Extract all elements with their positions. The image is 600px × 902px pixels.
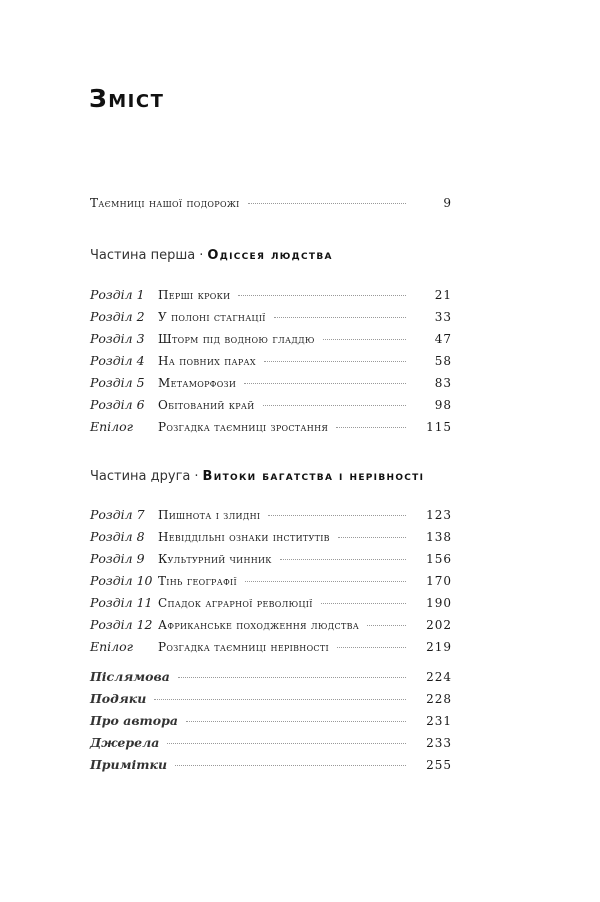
dot-leader <box>186 721 406 722</box>
entry-title: Подяки <box>90 691 147 706</box>
chapter-label: Розділ 1 <box>90 287 145 302</box>
entry-title: Таємниці нашої подорожі <box>90 196 240 210</box>
entry-title: На повних парах <box>158 354 256 368</box>
dot-leader <box>337 647 406 648</box>
entry-title: Метаморфози <box>158 376 237 390</box>
part-heading-2 <box>90 469 424 484</box>
epilogue-label: Епілог <box>90 419 133 434</box>
chapter-label: Розділ 12 <box>90 617 153 632</box>
page-number: 190 <box>426 596 452 610</box>
dot-leader <box>280 559 406 560</box>
dot-leader <box>338 537 406 538</box>
chapter-label: Розділ 10 <box>90 573 153 588</box>
entry-title: Пишнота і злидні <box>158 508 261 522</box>
separator: · <box>199 248 204 263</box>
page-number: 115 <box>426 420 452 434</box>
page-number: 255 <box>426 758 452 772</box>
page-number: 47 <box>434 332 452 346</box>
toc-entry[interactable] <box>90 639 452 659</box>
dot-leader <box>175 765 406 766</box>
dot-leader <box>321 603 406 604</box>
separator: · <box>194 469 199 484</box>
chapter-label: Розділ 9 <box>90 551 145 566</box>
entry-title: Про автора <box>90 713 178 728</box>
page-number: 233 <box>426 736 452 750</box>
dot-leader <box>178 677 406 678</box>
toc-entry-back-matter[interactable] <box>90 713 452 733</box>
page-number: 219 <box>426 640 452 654</box>
dot-leader <box>268 515 406 516</box>
toc-entry[interactable] <box>90 309 452 329</box>
entry-title: Невіддільні ознаки інститутів <box>158 530 330 544</box>
page-title: Зміст <box>89 84 165 113</box>
dot-leader <box>244 383 406 384</box>
toc-entry[interactable] <box>90 397 452 417</box>
toc-entry-back-matter[interactable] <box>90 691 452 711</box>
toc-entry[interactable] <box>90 529 452 549</box>
dot-leader <box>264 361 406 362</box>
toc-entry-back-matter[interactable] <box>90 757 452 777</box>
page-number: 231 <box>426 714 452 728</box>
chapter-label: Розділ 8 <box>90 529 145 544</box>
chapter-label: Розділ 2 <box>90 309 145 324</box>
chapter-label: Розділ 4 <box>90 353 145 368</box>
page-number: 170 <box>426 574 452 588</box>
toc-entry[interactable] <box>90 617 452 637</box>
dot-leader <box>367 625 406 626</box>
toc-entry[interactable] <box>90 375 452 395</box>
dot-leader <box>167 743 406 744</box>
epilogue-label: Епілог <box>90 639 133 654</box>
dot-leader <box>154 699 406 700</box>
dot-leader <box>263 405 406 406</box>
page-number: 224 <box>426 670 452 684</box>
page-number: 202 <box>426 618 452 632</box>
chapter-label: Розділ 5 <box>90 375 145 390</box>
toc-entry-back-matter[interactable] <box>90 735 452 755</box>
entry-title: Шторм під водною гладдю <box>158 332 315 346</box>
page-number: 58 <box>434 354 452 368</box>
entry-title: Обітований край <box>158 398 255 412</box>
page-number: 9 <box>443 196 452 210</box>
toc-entry[interactable] <box>90 573 452 593</box>
toc-entry[interactable] <box>90 551 452 571</box>
page-number: 138 <box>426 530 452 544</box>
chapter-label: Розділ 3 <box>90 331 145 346</box>
entry-title: У полоні стагнації <box>158 310 266 324</box>
page-number: 123 <box>426 508 452 522</box>
toc-entry[interactable] <box>90 595 452 615</box>
entry-title: Примітки <box>90 757 168 772</box>
chapter-label: Розділ 11 <box>90 595 153 610</box>
part-prefix: Частина друга <box>90 469 191 484</box>
dot-leader <box>274 317 406 318</box>
entry-title: Перші кроки <box>158 288 231 302</box>
toc-entry[interactable] <box>90 353 452 373</box>
dot-leader <box>238 295 406 296</box>
entry-title: Розгадка таємниці нерівності <box>158 640 329 654</box>
toc-entry[interactable] <box>90 287 452 307</box>
toc-entry[interactable] <box>90 507 452 527</box>
page-number: 83 <box>434 376 452 390</box>
part-prefix: Частина перша <box>90 248 196 263</box>
chapter-label: Розділ 6 <box>90 397 145 412</box>
toc-entry-back-matter[interactable] <box>90 669 452 689</box>
part-name: Одіссея людства <box>207 248 333 263</box>
toc-entry-intro[interactable] <box>90 196 452 216</box>
chapter-label: Розділ 7 <box>90 507 145 522</box>
page-number: 228 <box>426 692 452 706</box>
dot-leader <box>245 581 406 582</box>
part-name: Витоки багатства і нерівності <box>202 469 425 484</box>
toc-entry[interactable] <box>90 419 452 439</box>
entry-title: Тінь географії <box>158 574 237 588</box>
page-number: 21 <box>434 288 452 302</box>
entry-title: Розгадка таємниці зростання <box>158 420 329 434</box>
entry-title: Джерела <box>90 735 160 750</box>
page-number: 33 <box>434 310 452 324</box>
part-heading-1 <box>90 248 333 263</box>
entry-title: Африканське походження людства <box>158 618 360 632</box>
dot-leader <box>336 427 406 428</box>
entry-title: Спадок аграрної революції <box>158 596 313 610</box>
dot-leader <box>248 203 406 204</box>
toc-entry[interactable] <box>90 331 452 351</box>
dot-leader <box>323 339 406 340</box>
page-number: 156 <box>426 552 452 566</box>
entry-title: Післямова <box>90 669 170 684</box>
page-number: 98 <box>434 398 452 412</box>
entry-title: Культурний чинник <box>158 552 272 566</box>
